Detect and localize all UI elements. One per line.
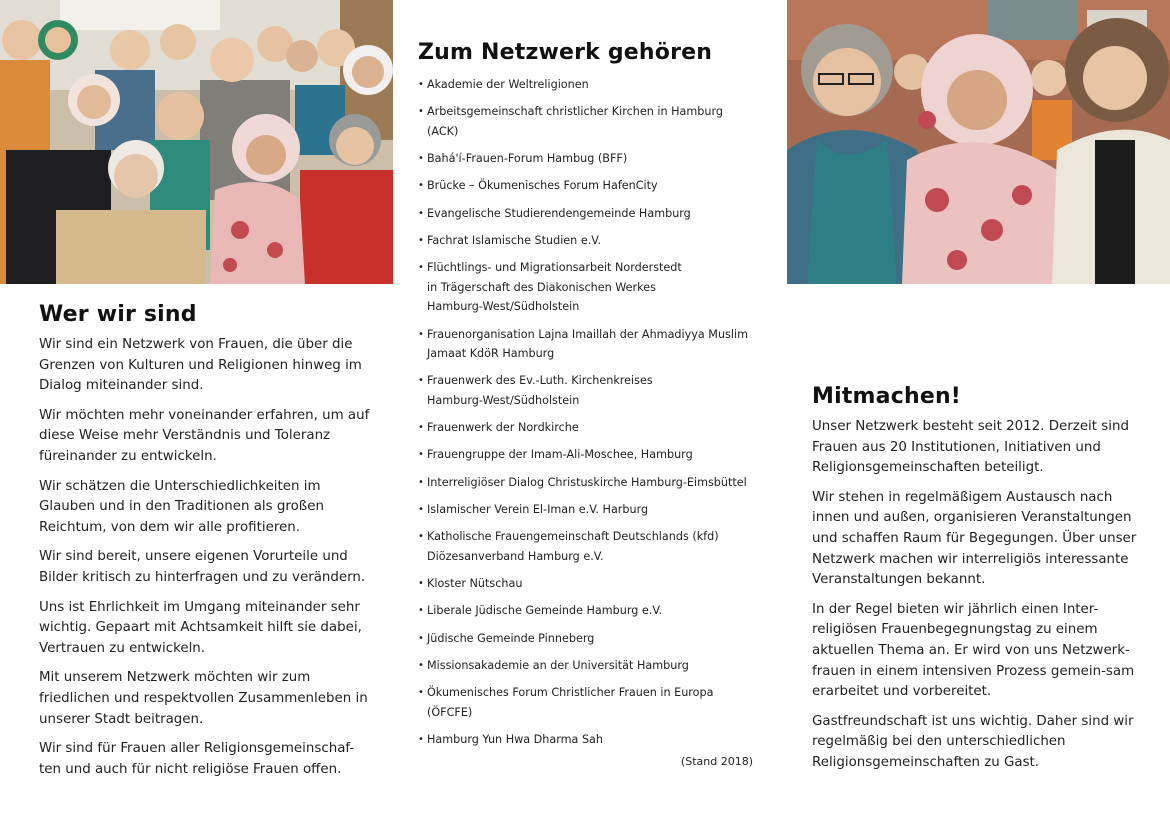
- list-item: • Akademie der Weltreligionen: [418, 75, 753, 95]
- list-item: • Frauenwerk des Ev.-Luth. Kirchenkreises Hamburg-West/Südholstein: [418, 371, 753, 410]
- list-item: • Frauenwerk der Nordkirche: [418, 418, 753, 438]
- list-item: • Frauenorganisation Lajna Imaillah der Ahmadiyya Muslim Jamaat KdöR Hamburg: [418, 325, 753, 364]
- list-item: • Frauengruppe der Imam-Ali-Moschee, Hamburg: [418, 445, 753, 465]
- network-heading: Zum Netzwerk gehören: [418, 40, 713, 65]
- group-photo-left: [0, 0, 393, 284]
- about-paragraph: Wir sind bereit, unsere eigenen Vorurteile und Bilder kritisch zu hinterfragen und zu verändern.: [39, 549, 366, 585]
- list-item: • Hamburg Yun Hwa Dharma Sah: [418, 730, 753, 750]
- join-section: [812, 384, 1142, 783]
- join-paragraph: Wir stehen in regelmäßigem Austausch nach innen und außen, organisieren Veranstaltungen und schaffen Raum für Begegungen. Über unser Netzwerk machen wir interreligiös interessante Veranstaltungen bekannt.: [812, 489, 1137, 588]
- about-paragraph: Uns ist Ehrlichkeit im Umgang miteinander sehr wichtig. Gepaart mit Achtsamkeit hilft sie dabei, Vertrauen zu entwickeln.: [39, 599, 362, 656]
- join-paragraph: In der Regel bieten wir jährlich einen Inter-religiösen Frauenbegegnungstag zu einem aktuellen Thema an. Er wird von uns Netzwerk-frauen in einem intensiven Prozess gemein-sam erarbeitet und vorbereitet.: [812, 601, 1135, 700]
- list-item: • Flüchtlings- und Migrationsarbeit Norderstedt in Trägerschaft des Diakonischen Werkes Hamburg-West/Südholstein: [418, 258, 753, 317]
- join-heading: Mitmachen!: [812, 384, 962, 409]
- list-item: • Arbeitsgemeinschaft christlicher Kirchen in Hamburg (ACK): [418, 102, 753, 141]
- list-item: • Kloster Nütschau: [418, 574, 753, 594]
- about-section: [39, 302, 374, 789]
- list-item: • Katholische Frauengemeinschaft Deutschlands (kfd) Diözesanverband Hamburg e.V.: [418, 527, 753, 566]
- about-paragraph: Wir sind für Frauen aller Religionsgemeinschaf-ten und auch für nicht religiöse Frauen offen.: [39, 741, 355, 777]
- list-item: • Jüdische Gemeinde Pinneberg: [418, 629, 753, 649]
- group-photo-right: [787, 0, 1170, 284]
- about-heading: Wer wir sind: [39, 302, 197, 327]
- list-item: • Evangelische Studierendengemeinde Hamburg: [418, 204, 753, 224]
- list-item: • Bahá'í-Frauen-Forum Hambug (BFF): [418, 149, 753, 169]
- list-item: • Interreligiöser Dialog Christuskirche Hamburg-Eimsbüttel: [418, 473, 753, 493]
- list-item: • Ökumenisches Forum Christlicher Frauen in Europa (ÖFCFE): [418, 683, 753, 722]
- list-item: • Liberale Jüdische Gemeinde Hamburg e.V.: [418, 601, 753, 621]
- about-paragraph: Wir sind ein Netzwerk von Frauen, die über die Grenzen von Kulturen und Religionen hinweg im Dialog miteinander sind.: [39, 337, 362, 394]
- stand-note: (Stand 2018): [680, 755, 753, 769]
- about-paragraph: Wir schätzen die Unterschiedlichkeiten im Glauben und in den Traditionen als großen Reichtum, von dem wir alle profitieren.: [39, 478, 324, 535]
- list-item: • Fachrat Islamische Studien e.V.: [418, 231, 753, 251]
- about-paragraph: Wir möchten mehr voneinander erfahren, um auf diese Weise mehr Verständnis und Toleranz füreinander zu entwickeln.: [39, 407, 370, 464]
- list-item: • Brücke – Ökumenisches Forum HafenCity: [418, 176, 753, 196]
- list-item: • Missionsakademie an der Universität Hamburg: [418, 656, 753, 676]
- network-section: [418, 40, 753, 768]
- join-paragraph: Gastfreundschaft ist uns wichtig. Daher sind wir regelmäßig bei den unterschiedlichen Religionsgemeinschaften zu Gast.: [812, 713, 1134, 770]
- join-paragraph: Unser Netzwerk besteht seit 2012. Derzeit sind Frauen aus 20 Institutionen, Initiativen und Religionsgemeinschaften beteiligt.: [812, 419, 1129, 476]
- member-list: [418, 75, 753, 750]
- list-item: • Islamischer Verein El-Iman e.V. Harburg: [418, 500, 753, 520]
- about-paragraph: Mit unserem Netzwerk möchten wir zum friedlichen und respektvollen Zusammenleben in unserer Stadt beitragen.: [39, 670, 368, 727]
